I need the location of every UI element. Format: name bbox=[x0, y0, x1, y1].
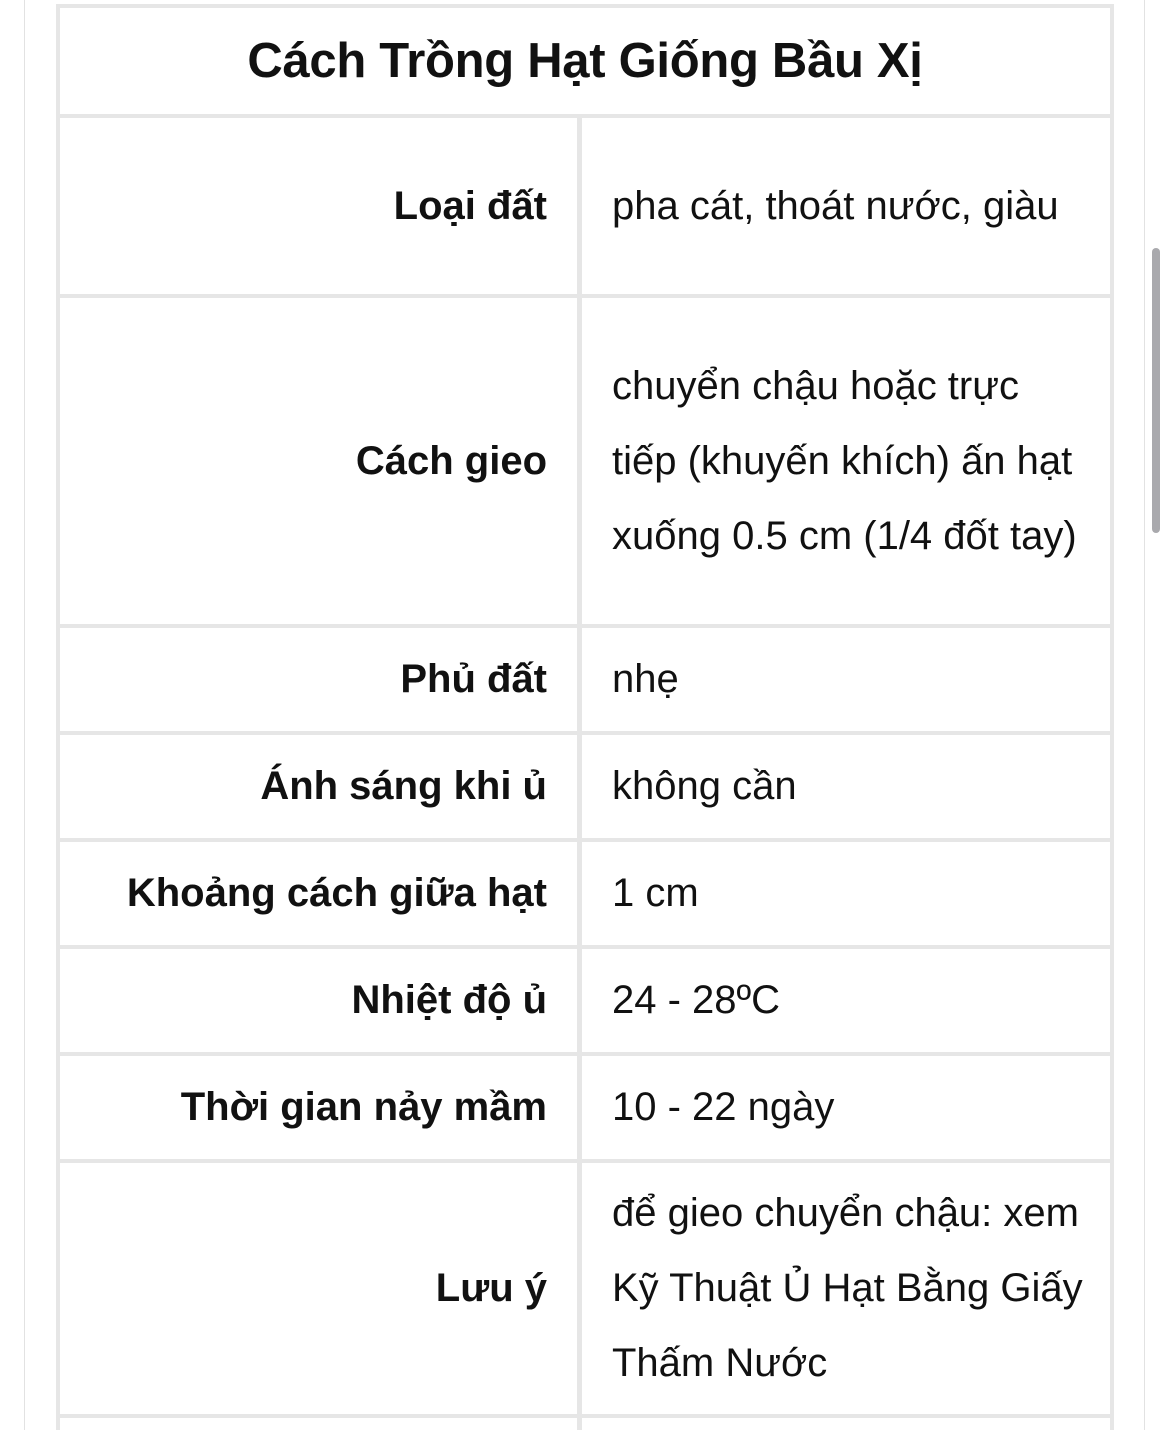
table-row bbox=[60, 1418, 1110, 1430]
row-label: Khoảng cách giữa hạt bbox=[60, 842, 577, 945]
row-value: 1 cm bbox=[582, 842, 1110, 945]
table-row bbox=[60, 628, 1110, 731]
table-row bbox=[60, 1163, 1110, 1414]
row-value: 24 - 28ºC bbox=[582, 949, 1110, 1052]
row-label: Lưu ý bbox=[60, 1163, 577, 1414]
table-row bbox=[60, 735, 1110, 838]
row-label: Thời gian nảy mầm bbox=[60, 1056, 577, 1159]
vertical-scrollbar[interactable] bbox=[1152, 248, 1160, 533]
table-row bbox=[60, 118, 1110, 294]
table-row bbox=[60, 298, 1110, 624]
content-left-border bbox=[24, 0, 25, 1430]
row-value: để gieo chuyển chậu: xem Kỹ Thuật Ủ Hạt Bằng Giấy Thấm Nước bbox=[582, 1163, 1110, 1414]
row-label: Cách gieo bbox=[60, 298, 577, 624]
row-label bbox=[60, 1418, 577, 1430]
table-row bbox=[60, 949, 1110, 1052]
row-value: 10 - 22 ngày bbox=[582, 1056, 1110, 1159]
content-right-border bbox=[1144, 0, 1145, 1430]
table-title: Cách Trồng Hạt Giống Bầu Xị bbox=[60, 8, 1110, 114]
row-value: nhẹ bbox=[582, 628, 1110, 731]
table-row bbox=[60, 1056, 1110, 1159]
table-row bbox=[60, 842, 1110, 945]
row-value: không cần bbox=[582, 735, 1110, 838]
planting-guide-table bbox=[56, 4, 1114, 1430]
row-label: Loại đất bbox=[60, 118, 577, 294]
row-value: chuyển chậu hoặc trực tiếp (khuyến khích) ấn hạt xuống 0.5 cm (1/4 đốt tay) bbox=[582, 298, 1110, 624]
row-value bbox=[582, 1418, 1110, 1430]
row-label: Nhiệt độ ủ bbox=[60, 949, 577, 1052]
row-value: pha cát, thoát nước, giàu bbox=[582, 118, 1110, 294]
row-label: Ánh sáng khi ủ bbox=[60, 735, 577, 838]
row-label: Phủ đất bbox=[60, 628, 577, 731]
